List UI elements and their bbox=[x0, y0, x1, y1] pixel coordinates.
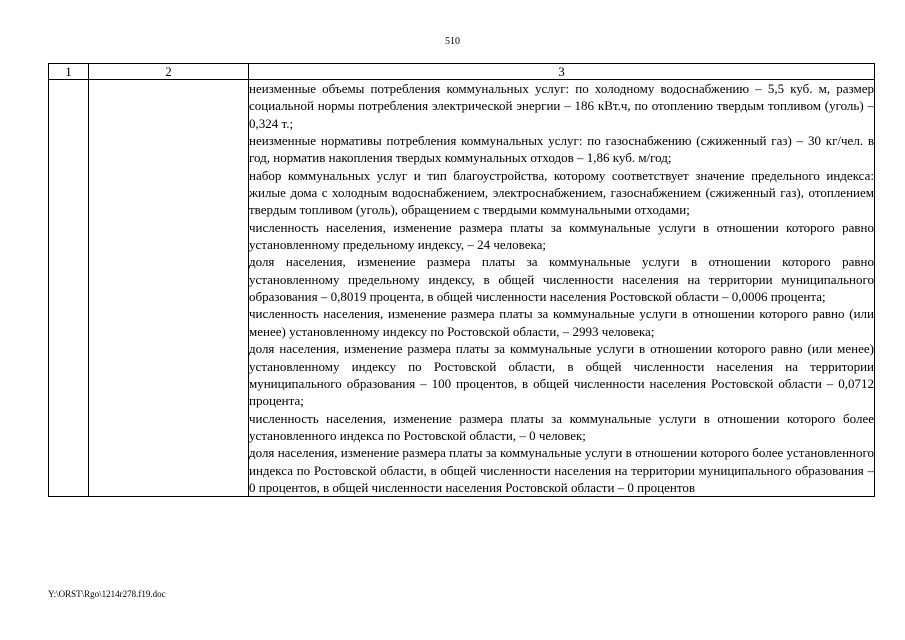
page-number: 510 bbox=[445, 36, 460, 47]
document-table bbox=[48, 63, 875, 497]
paragraph-consumption-norms: неизменные нормативы потребления коммунальных услуг: по газоснабжению (сжиженный газ) – 30 кг/чел. в год, норматив накопления твердых коммунальных отходов – 1,86 куб. м/год; bbox=[249, 133, 874, 166]
column-header-2: 2 bbox=[89, 64, 249, 80]
column-header-1: 1 bbox=[49, 64, 89, 80]
cell-column-1 bbox=[49, 80, 89, 497]
cell-column-2 bbox=[89, 80, 249, 497]
paragraph-share-above-regional: доля населения, изменение размера платы за коммунальные услуги в отношении которого более установленного индекса по Ростовской области, в общей численности населения на территории муниципального образования – 0 процентов, в общей численности населения Ростовской области – 0 процентов bbox=[249, 445, 874, 495]
paragraph-share-equal-limit: доля населения, изменение размера платы за коммунальные услуги в отношении которого равно установленному предельному индексу, в общей численности населения на территории муниципального образования – 0,8019 процента, в общей численности населения Ростовской области – 0,0006 процента; bbox=[249, 254, 874, 305]
cell-column-3 bbox=[249, 80, 875, 497]
paragraph-share-equal-or-less-regional: доля населения, изменение размера платы за коммунальные услуги в отношении которого равно (или менее) установленному индексу по Ростовской области, в общей численности населения на территории муниципального образования – 100 процентов, в общей численности населения Ростовской области – 0,0712 процента; bbox=[249, 341, 874, 409]
footer-file-path: Y:\ORST\Rgo\1214r278.f19.doc bbox=[48, 589, 166, 599]
table-row bbox=[49, 80, 875, 497]
column-header-3: 3 bbox=[249, 64, 875, 80]
paragraph-population-equal-limit: численность населения, изменение размера платы за коммунальные услуги в отношении которого равно установленному предельному индексу, – 24 человека; bbox=[249, 219, 874, 253]
paragraph-population-equal-or-less-regional: численность населения, изменение размера платы за коммунальные услуги в отношении которого равно (или менее) установленному индексу по Ростовской области, – 2993 человека; bbox=[249, 306, 874, 339]
paragraph-services-set: набор коммунальных услуг и тип благоустройства, которому соответствует значение предельного индекса: жилые дома с холодным водоснабжением, электроснабжением, газоснабжением (сжиженный газ), отоплением твердым топливом (уголь), обращением с твердыми коммунальными отходами; bbox=[249, 167, 874, 218]
table-header-row bbox=[49, 64, 875, 80]
paragraph-population-above-regional: численность населения, изменение размера платы за коммунальные услуги в отношении которого более установленного индекса по Ростовской области, – 0 человек; bbox=[249, 410, 874, 443]
paragraph-consumption-volumes: неизменные объемы потребления коммунальных услуг: по холодному водоснабжению – 5,5 куб. м, размер социальной нормы потребления электрической энергии – 186 кВт.ч, по отоплению твердым топливом (уголь) – 0,324 т.; bbox=[249, 81, 874, 131]
